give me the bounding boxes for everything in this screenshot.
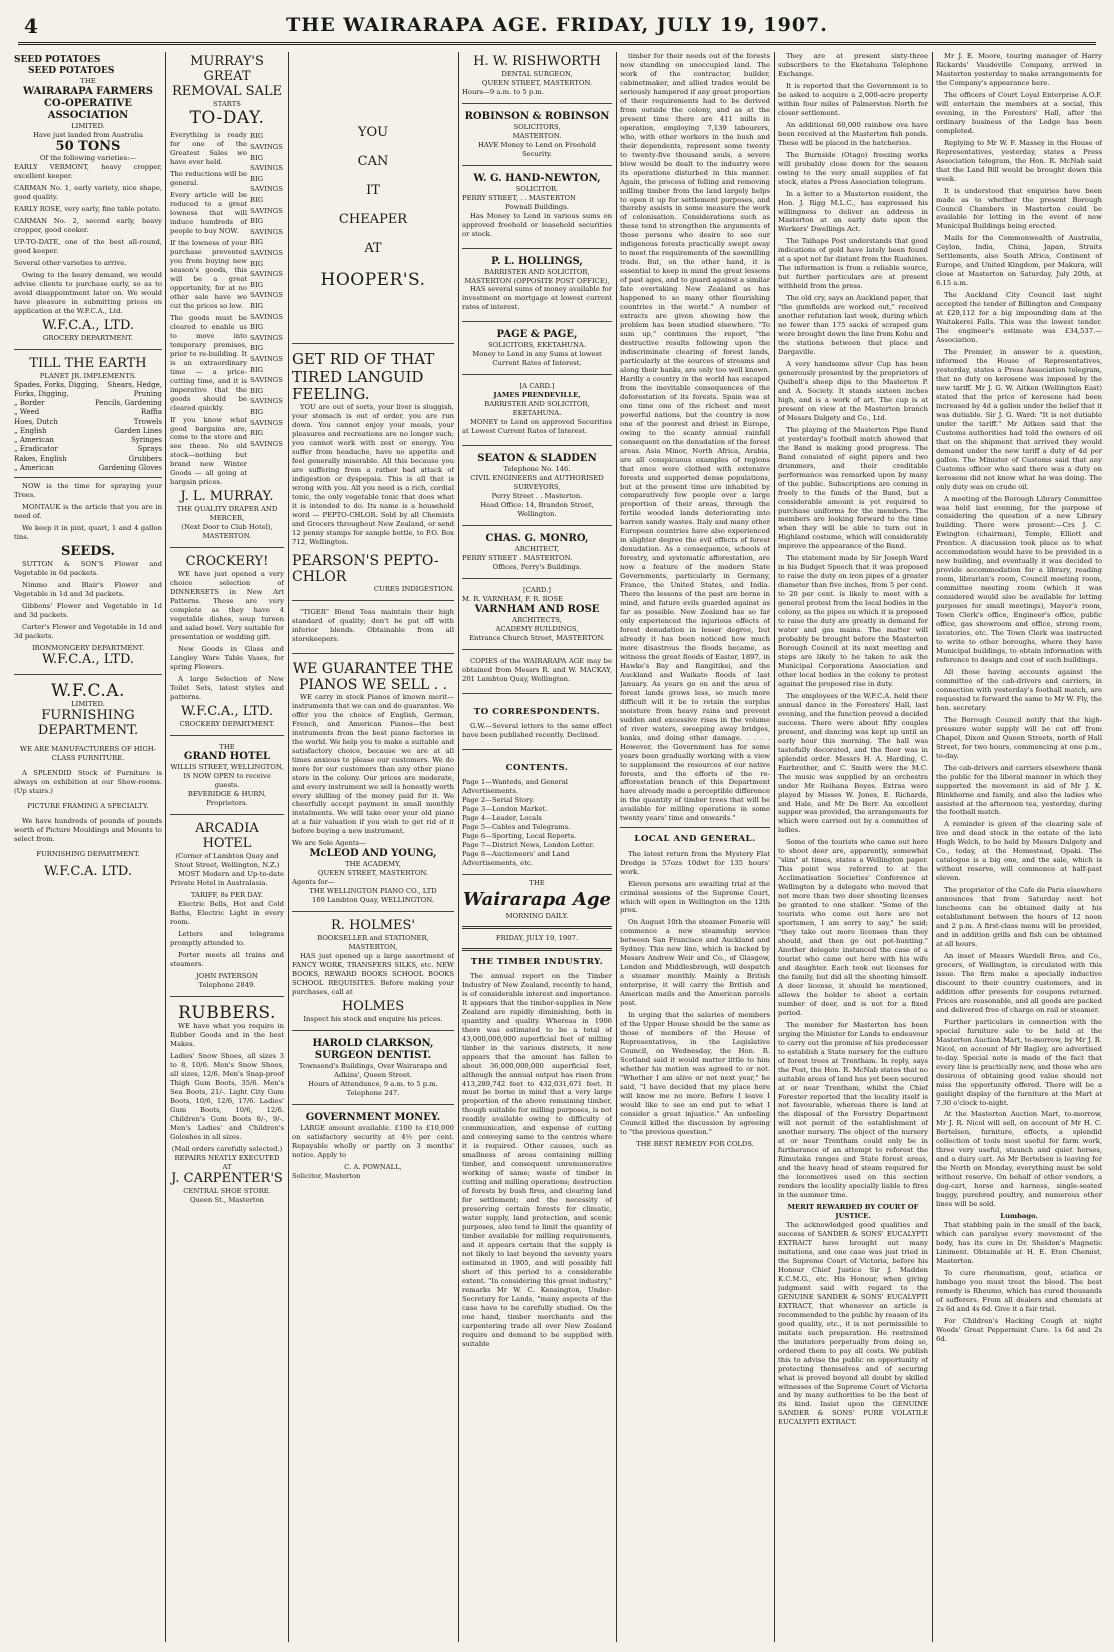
monro-name: CHAS. G. MONRO, xyxy=(485,532,589,544)
hooper-word: CHEAPER xyxy=(338,211,408,227)
crockery-text: WE have just opened a very choice selection of DINNERSETS in New Art Patterns. These are very complete as they have 4 vegetable dishes, soup tureen and salad bowl. Very suitable for presentation or wedding gift. xyxy=(170,570,284,641)
the-label: THE xyxy=(529,878,545,887)
column-4 xyxy=(620,52,770,1642)
paper-name: Wairarapa Age xyxy=(463,888,611,910)
murray-sub: THE QUALITY DRAPER AND MERCER, xyxy=(176,505,278,523)
grand-open: IS NOW OPEN to receive guests. xyxy=(183,772,271,790)
contents-item: Page 1—Wanteds, and General Advertisements. xyxy=(462,778,568,796)
variety-item: Several other varieties to arrive. xyxy=(14,259,127,268)
crockery-heading: CROCKERY! xyxy=(185,554,269,570)
carpenter-name: J. CARPENTER'S xyxy=(171,1170,283,1186)
varnham-name: VARNHAM AND ROSE xyxy=(474,603,600,615)
leader-continued: timber for their needs out of the forests now standing on unoccupied land. The work of the contractor, builder, cabinetmaker, and allied trades would be seriously hampered if any great proportion of their requirements had to be derived from outside the colony, and as at the present time there are 411 mills in operation, employing 7,139 labourers, who, with other workers in the bush and their dependents, represent some twenty to twenty-five thousand souls, a severe blow would be dealt to the industry were its operations disturbed in this manner. Again, the process of felling and removing milling timber from the land largely helps to open it up for settlement purposes, and thereby assists in some measure the work of colonisation. Considerations such as these tend to strengthen the arguments of those persons who desire to see our indigenous forests practically swept away to meet the requirements of the sawmilling trade. But, on the other hand, it is essential to keep in mind the great lessons of past ages, and to guard against a similar fate overtaking New Zealand as has happened to so many other flourishing countries in the world." A number of extracts are given showing how the problem has been studied elsewhere. "To sum up," continues the report, "the destructive results following upon the indiscriminate clearing of forest lands, particularly at the sources of streams and along their banks, are only too well known. Hardly a country in the world has escaped from the inevitable consequences of the deforestation of its forests. Spain was at one time one of the richest and most powerful nations, but the country is now one of the poorest and driest in Europe, owing to the scanty annual rainfall consequent on the denudation of the forest areas. Asia Minor, North Africa, Arabia, are all conspicuous examples of regions that once were clothed with extensive forests and supported dense populations, but at the present time are inhabited by comparatively few people over a large proportion of their areas, through the fertile wooded lands deteriorating into barren sandy wastes. Italy and many other European countries have also experienced in slighter degree the evil effects of forest denudation. As a consequence, schools of forestry, and systematic afforestation, are now a feature of the modern State Governments, particularly in Germany, France, the United States, and India. There the lessons of the past are borne in mind, and future evils guarded against as far as possible. New Zealand has so far only experienced the injurious effects of forest denudation in lesser degree, but already it has been noticed how much more disastrous the floods became, as witness the great floods of Easter, 1897, in Hawke's Bay and Rangitikei, and the Auckland and Waikato floods of last January. As years go on and the area of forest lands grows less, so much more difficult will it be to retain the surplus moisture from heavy rains and prevent sudden and excessive rises in the volume of river waters, sweeping away bridges, banks, and doing other damage. . . . . However, the Government has for some years been gradually working with a view to supplement the resources of our native forests, and the efforts of the re-afforestation branch of this Department have already made a perceptible difference in the quantity of timber trees that will be available for milling operations in some twenty years' time and onwards." xyxy=(620,52,770,823)
furnishing-ad xyxy=(14,679,162,886)
arcadia-light: Electric Bells, Hot and Cold Baths, Electric Light in every room. xyxy=(170,900,284,926)
arcadia-letters: Letters and telegrams promptly attended to. xyxy=(170,929,284,947)
local-item: All those having accounts against the committee of the cab-drivers and carriers, in connection with yesterday's football match, are requested to forward the same to Mr W. Fly, the hon. secretary. xyxy=(936,667,1102,712)
local-item: They are at present sixty-three subscribers to the Eketahuna Telephone Exchange. xyxy=(778,52,928,78)
wellington-addr: 169 Lambton Quay, WELLINGTON. xyxy=(312,896,434,905)
local-item: The cab-drivers and carriers elsewhere thank the public for the liberal manner in which they supported the movement in aid of Mr J. K. Blinkhorne and family, and also the ladies who assisted at the afternoon tea, yesterday, during the football match. xyxy=(936,763,1102,817)
getrid-heading: GET RID OF THAT TIRED LANGUID FEELING. xyxy=(292,350,435,403)
local-item: The old cry, says an Auckland paper, that "the gumfields are worked out," received another refutation last week, during which no fewer than 175 sacks of scraped gum were brought down the line from Kohu and the stations between that place and Dargaville. xyxy=(778,294,928,357)
local-item: In urging that the salaries of members of the Upper House should be the same as those of members of the House of Representatives, in the Legislative Council, on Wednesday, the Hon. R. Scotland said it would matter little to him whether his motion was agreed to or not. "Whether I am alive or not next year," he said, "I have decided that my place here will know me no more. Before I leave I would like to see an end put to what I consider a great injustice." An unfeeling Council killed the discussion by agreeing to "the previous question." xyxy=(620,1011,770,1136)
wfca-seed-potatoes-ad xyxy=(14,52,162,350)
column-3 xyxy=(462,52,612,1642)
savings-list: BIG SAVINGS BIG SAVINGS BIG SAVINGS BIG SAVINGS BIG SAVINGS BIG SAVINGS BIG SAVINGS BIG SAVINGS BIG SAVINGS BIG SAVINGS BIG SAVINGS BIG SAVINGS BIG SAVINGS BIG SAVINGS BIG SAVINGS xyxy=(250,132,283,448)
hooper-word: YOU xyxy=(357,125,389,140)
picture-framing: PICTURE FRAMING A SPECIALTY. xyxy=(27,801,149,810)
correspondents-heading: TO CORRESPONDENTS. xyxy=(473,706,601,717)
correspondents-section xyxy=(462,698,612,750)
crockery-wfca: W.F.C.A., LTD. xyxy=(180,703,274,719)
furnishing-dept: FURNISHING DEPARTMENT. xyxy=(36,849,140,858)
hollings-addr: MASTERTON (OPPOSITE POST OFFICE), xyxy=(464,276,610,285)
masthead xyxy=(18,8,1096,45)
column-rule xyxy=(288,52,289,1642)
tool-row: „ English Garden Lines xyxy=(14,426,162,435)
hoopers-ad xyxy=(292,52,454,344)
local-item: The employees of the W.F.C.A. held their annual dance in the Foresters' Hall, last evening, and the function proved a decided success. There were about fifty couples present, and dancing was kept up until an early hour this morning. The hall was tastefully decorated, and the floor was in splendid order. Messrs H. A. Harding, C. Fairbrother, and C. Smith were the M.C. The music was supplied by an orchestra under Mr Reihana Boyes. Extras were played by Misses W. Jones, E. Richards, and Hale, and Mr De Berr. An excellent supper was provided, the arrangements for which were carried out by a committee of ladies. xyxy=(778,691,928,835)
monro-addr: PERRY STREET . MASTERTON. xyxy=(462,553,573,562)
agents-for: Agents for— xyxy=(292,878,335,887)
column-rule xyxy=(165,52,166,1642)
clarkson-heading: HAROLD CLARKSON, SURGEON DENTIST. xyxy=(312,1037,434,1061)
notice-text: Owing to the heavy demand, we would advise clients to purchase early, so as to avoid disappointment later on. We would have pleasure in submitting prices on application at the W.F.C.A., Ltd. xyxy=(14,271,162,315)
hollings-card xyxy=(462,253,612,323)
seaton-card xyxy=(462,450,612,526)
handnewton-name: W. G. HAND-NEWTON, xyxy=(473,172,601,184)
handnewton-addr: PERRY STREET, . . MASTERTON xyxy=(462,193,577,202)
contents-item: Page 8—Auctioneers' and Land Advertisements, etc. xyxy=(462,849,570,867)
prendeville-addr: EKETAHUNA. xyxy=(512,409,562,418)
prendeville-card xyxy=(462,379,612,446)
wfca-ltd-title-2: W.F.C.A., LTD. xyxy=(41,651,135,667)
handnewton-card xyxy=(462,170,612,249)
cough-text: For Children's Hacking Cough at night Woods' Great Peppermint Cure. 1s 6d and 2s 6d. xyxy=(936,1316,1102,1343)
tool-row: „ Eradicator Sprays xyxy=(14,445,162,454)
local-item: Further particulars in connection with the special furniture sale to be held at the Masterton Auction Mart, to-morrow, by Mr J. R. Nicol, on account of Mr Bagley, are advertised to-day. Special note is made of the fact that every line is practically new, and those who are desirous of obtaining good value should not miss the opportunity offered. There will be a gaslight display of the furniture at the Mart at 7.30 o'clock to-night. xyxy=(936,1017,1102,1107)
hooper-word: CAN xyxy=(357,153,389,169)
government-text: LARGE amount available. £100 to £10,000 on satisfactory security at 4½ per cent. Repayable wholly or partly on 3 months' notice. Apply to xyxy=(292,1123,454,1159)
lumbago-text: That stabbing pain in the small of the back, which can paralyse every movement of the body, has its cure in Dr. Sheldon's Magnetic Liniment. Obtainable at H. E. Eton Chemist, Masterton. xyxy=(936,1221,1102,1265)
column-rule xyxy=(458,52,459,1642)
hooper-word: AT xyxy=(364,240,382,256)
seaton-addr: Perry Street . . Masterton. xyxy=(491,492,583,500)
variety-item: EARLY ROSE, very early, fine table potato. xyxy=(14,205,161,214)
page-number: 4 xyxy=(24,14,38,38)
rishworth-addr: QUEEN STREET, MASTERTON. xyxy=(481,78,593,87)
variety-item: EARLY VERMONT, heavy cropper, excellent keeper. xyxy=(14,163,162,181)
today-heading: TO-DAY. xyxy=(189,107,265,128)
local-item: The Auckland City Council last night accepted the tender of Billington and Company at £29,112 for a big impounding dam at the Waitakerei Falls. This was the lowest tender. The engineer's estimate was £34,537.—Association. xyxy=(936,291,1102,345)
rubbers-repairs: REPAIRS NEATLY EXECUTED xyxy=(174,1154,280,1162)
local-item: The proprietor of the Cafe de Paris elsewhere announces that from Saturday next hot luncheons can be obtained daily at his establishment between the hours of 12 noon and 2 p.m. A first-class menu will be provided, and in addition grills and fish can be obtained at all hours. xyxy=(936,886,1102,949)
wfca-ltd-title-3: W.F.C.A. LTD. xyxy=(44,863,132,879)
tool-row: Rakes, English Grubbers xyxy=(14,454,162,463)
handnewton-addr-2: Pownall Buildings. xyxy=(505,202,569,211)
guarantee-heading: WE GUARANTEE THE PIANOS WE SELL . . xyxy=(292,660,454,693)
intro-text: Have just landed from Australia xyxy=(32,130,144,139)
prendeville-sub: BARRISTER AND SOLICITOR, xyxy=(484,400,590,409)
merit-heading: MERIT REWARDED BY COURT OF JUSTICE. xyxy=(787,1203,919,1221)
tool-row: „ American Gardening Gloves xyxy=(14,463,162,472)
holmes-text: HAS just opened up a large assortment of FANCY WORK, TRANSFERS SILKS, etc. NEW BOOKS, REWARD BOOKS SCHOOL BOOKS SCHOOL REQUISITES. Before making your purchases, call at xyxy=(292,952,454,996)
robinson-text: HAVE Money to Lend on Freehold Security. xyxy=(477,140,597,158)
seed-item: SUTTON & SON'S Flower and Vegetable in 6d packets. xyxy=(14,559,162,577)
contents-item: Page 2—Serial Story. xyxy=(462,796,535,805)
monro-card xyxy=(462,530,612,579)
seed-item: Gibbons' Flower and Vegetable in 1d and 3d packets. xyxy=(14,601,162,619)
academy-label: THE ACADEMY, xyxy=(345,860,401,869)
rubbers-at: AT xyxy=(222,1162,232,1171)
hooper-name: HOOPER'S. xyxy=(320,269,426,290)
local-item: Replying to Mr W. F. Massey in the House of Representatives, yesterday, states a Press Association telegram, the Hon. R. McNab said that the Land Bill would be brought down this week. xyxy=(936,138,1102,183)
tool-row: Forks, Digging, Pruning xyxy=(14,389,162,398)
sale-text: Every article will be reduced to a great lowness that will induce hundreds of people to buy NOW. xyxy=(170,191,247,236)
government-role: Solicitor, Masterton xyxy=(292,1171,361,1180)
robinson-card xyxy=(462,108,612,166)
tool-row: Spades, Forks, Digging, Shears, Hedge, xyxy=(14,380,162,389)
seed-potatoes-heading: SEED POTATOES xyxy=(14,55,101,65)
newspaper-title: THE WAIRARAPA AGE. FRIDAY, JULY 19, 1907. xyxy=(286,14,828,36)
local-item: The statement made by Sir Joseph Ward in his Budget Speech that it was proposed to raise the duty on iron pipes of a greater diameter than five inches, from 5 per cent. to 20 per cent. is likely to meet with a general protest from the local bodies in the colony, as the pipes on which it is proposed to raise the duty are greatly in demand for water and gas mains. The matter will probably be brought before the Masterton Borough Council at its next meeting and steps are likely to be taken to ask the Municipal Corporations Association and other local bodies in the colony to protest against the proposed rise in duty. xyxy=(778,554,928,688)
clarkson-ad xyxy=(292,1035,454,1105)
local-item: A very handsome silver Cup has been generously presented by the proprietors of Quibell's sheep dips to the Masterton P. and A. Society. It stands sixteen inches high, and is a work of art. The cup is at present on view at the Masterton branch of Messrs Dalgety and Co., Ltd. xyxy=(778,360,928,422)
column-2 xyxy=(170,52,284,1642)
sale-text: If the lowness of your purchase prevented you from buying new season's goods, this will be a great opportunity, for at no other sale have we cut the prices so low. xyxy=(170,239,247,310)
robinson-addr: MASTERTON. xyxy=(512,131,562,140)
tool-row: „ Weed Raffia xyxy=(14,408,162,417)
tiger-text: "TIGER" Blend Teas maintain their high standard of quality; don't be put off with inferior blends. Obtainable from all storekeepers. xyxy=(292,607,454,643)
morning-daily: MORNING DAILY. xyxy=(505,911,569,920)
leader-text: The annual report on the Timber Industry of New Zealand, recently to hand, is of considerable interest and importance. It appears that the timber-supplies in New Zealand are rapidly diminishing, both in quantity and quality. Whereas in 1906 there was estimated to be a total of 43,000,000,000 superficial feet of milling timber in the various districts, it now appears that the amount has fallen to about 36,000,000,000 superficial feet, although the annual output has risen from 413,289,742 feet to 432,031,671 feet. It must be borne in mind that a very large proportion of the above remaining timber, though suitable for milling purposes, is not readily available owing to difficulty of communication, and expense of cutting and conveying same to the centres where it is required. Other causes, such as smallness of areas containing milling timber, and consequent unremunerative working of same; waste of timber in cutting and milling operations; destruction of forests by bush fires, and clearing land for settlement; and the necessity of preserving certain forests for climatic, water supply, land protection, and scenic purposes, also tend to limit the quantity of timber available for milling requirements, and it appears certain that the supply is not likely to last beyond the seventy years estimated in 1905, and will possibly fall short of this period to a considerable extent. "In considering this great industry," remarks Mr W. C. Kensington, Under-Secretary for Lands, "many aspects of the case have to be carefully studied. On the one hand, timber merchants and the carpentering trade all over New Zealand require and demand to be supplied with suitable xyxy=(462,971,612,1348)
local-item: Mr J. E. Moore, touring manager of Harry Rickards' Vaudeville Company, arrived in Masterton yesterday to make arrangements for the Company's appearance here. xyxy=(936,52,1102,87)
guarantee-text: WE carry in stock Pianos of known merit—instruments that we can and do guarantee. We offer you the choice of English, German, French, and American Pianos—the best instruments from the best piano factories in the world. We help you to make a suitable and satisfactory choice, because we are at all times anxious to please our customers. We do more for our customers than any other piano store in the colony. Our prices are moderate, and every instrument we sell is honestly worth every shilling of the money paid for it. We cheerfully accept payment in small monthly instalments. We will take over your old piano at a fair valuation if you wish to get rid of it before buying a new instrument. xyxy=(292,692,454,836)
contents-item: Page 3—London Market. xyxy=(462,805,548,814)
rishworth-hours: Hours—9 a.m. to 5 p.m. xyxy=(462,87,544,96)
column-5 xyxy=(778,52,928,1642)
mcleod-name: McLEOD AND YOUNG, xyxy=(309,848,437,860)
page-text: Money to Lend in any Sums at lowest Current Rates of Interest. xyxy=(472,350,602,368)
the-label: THE xyxy=(80,76,96,85)
local-general-heading: LOCAL AND GENERAL. xyxy=(634,834,756,845)
handnewton-sub: SOLICITOR. xyxy=(515,184,559,193)
seaton-head: Head Office: 14, Brandon Street, Wellington. xyxy=(480,500,594,518)
the-label: THE xyxy=(219,742,235,751)
holmes-inspect: Inspect his stock and enquire his prices. xyxy=(303,1014,443,1023)
column-rule xyxy=(774,52,775,1642)
grand-hotel-ad xyxy=(170,740,284,816)
robinson-name: ROBINSON & ROBINSON xyxy=(464,110,610,122)
clarkson-addr: Townsend's Buildings, Over Wairarapa and Adkins', Queen Street. xyxy=(298,1061,448,1079)
government-heading: GOVERNMENT MONEY. xyxy=(305,1111,441,1123)
local-item: The member for Masterton has been urging the Minister for Lands to endeavour to carry out the promise of his predecessor to establish a State nursery for the culture of forest trees at Trentham. In reply, says the Post, the Hon. R. McNab states that no suitable areas of land has yet been secured at or near Trentham, whilst the Chief Forester reported that the locality itself is not favourable, whereas there is land at the disposal of the Forestry Department will not permit of the establishment of another nursery. The object of the nursery at or near Trentham could only be in furtherance of an attempt to reforest the Rimutaka ranges and State forest areas, and the heavy head of steam required for the locomotives used on this section renders the locality specially liable to fires in the summer time. xyxy=(778,1020,928,1200)
robinson-sub: SOLICITORS, xyxy=(513,122,561,131)
local-item: The Borough Council notify that the high-pressure water supply will be cut off from Chapel, Dixon and Queen Streets, north of Hall Street, for two hours, commencing at one p.m., to-day. xyxy=(936,715,1102,760)
pearsons-heading: PEARSON'S PEPTO-CHLOR xyxy=(292,552,439,585)
agents-label: We are Sole Agents— xyxy=(292,839,366,848)
copies-notice xyxy=(462,654,612,694)
varnham-addr: ACADEMY BUILDINGS, xyxy=(495,624,579,633)
murray-addr: (Next Door to Club Hotel), MASTERTON. xyxy=(181,523,273,541)
sale-text: The goods must be cleared to enable us to move into temporary premises, prior to re-building. It is an extraordinary time — a price-cutting time, and it is imperative that the goods should be cleared quickly. xyxy=(170,313,247,412)
holmes-sub: BOOKSELLER and STATIONER, MASTERTON, xyxy=(317,934,429,952)
merit-text: The acknowledged good qualities and success of SANDER & SONS' EUCALYPTI EXTRACT have brought out many imitations, and one case was just tried in the Supreme Court of Victoria, before his Honour Chief Justice Sir J. Madden K.C.M.G., etc. His Honour, when giving judgment said with regard to the GENUINE SANDER & SONS' EUCALYPTI EXTRACT, that whenever an article is recommended to the public by reason of its good quality, etc., it is not permissible to imitate such preparation. He restrained the imitators perpetually from doing so, ordered them to pay all costs. We publish this to advise the public on opportunity of protecting themselves and of securing what is proved beyond all doubt by skilled witnesses of the Supreme Court of Victoria and by many authorities to be the best of its kind. Insist upon the GENUINE SANDER & SONS' PURE VOLATILE EUCALYPTI EXTRACT. xyxy=(778,1221,928,1427)
column-rule xyxy=(932,52,933,1642)
ironmongery-dept: IRONMONGERY DEPARTMENT. xyxy=(31,643,145,652)
tool-row: „ Border Pencils, Gardening xyxy=(14,399,162,408)
card-label-2: [CARD.] xyxy=(523,585,551,594)
local-item: An inset of Messrs Wardell Bros. and Co., grocers, of Wellington, is circulated with this issue. The firm make a specially inductive discount to their country customers, and in addition offer presents for coupons returned. Prices are reasonable, and all goods are packed and delivered free of charge on rail or steamer. xyxy=(936,952,1102,1014)
carpenter-addr: Queen St., Masterton xyxy=(189,1195,265,1204)
local-item: The Premier, in answer to a question, informed the House of Representatives, yesterday, states a Press Association telegram, that no duty on kerosene was imposed by the new tariff. Mr J. G. W. Aitken (Wellington East) stated that the price of kerosene had been increased by 4d a gallon under the belief that it was dutiable. Sir J. G. Ward: "It is not dutiable under the tariff." Mr Aitken said that the Customs authorities had told the owners of oil that on the shipment that arrived they would demand under the new tariff a duty of 4d per gallon. The Minister of Customs said that any Customs officer who said there was a duty on kerosene did not know what he was doing. The only duty was on crude oil. xyxy=(936,348,1102,491)
arcadia-tariff: TARIFF, 8s PER DAY. xyxy=(190,891,264,900)
sale-text: Everything is ready for one of the Greatest Sales we have ever held. xyxy=(170,131,247,167)
crockery-text-3: A large Selection of New Toilet Sets, latest styles and patterns. xyxy=(170,674,284,701)
grand-hotel-name: GRAND HOTEL xyxy=(183,751,271,763)
murray-sale-ad xyxy=(170,52,284,548)
local-item: It is reported that the Government is to be asked to acquire a 2,000-acre property within four miles of Palmerston North for closer settlement. xyxy=(778,81,928,117)
getrid-text: YOU are out of sorts, your liver is sluggish, your stomach is out of order, you are run down. You cannot enjoy your meals, your pleasures and recreations are no longer such; you cannot work with zest or energy. You suffer from headache, have no appetite and feel generally miserable. All this because you are suffering from a rather bad attack of indigestion or dyspepsia. This is all that is wrong with you. All you need is a rich, cordial tonic, the only vegetable tonic that does what it is intended to do. Its name is a household word — PEPTO-CHLOR. Sold by all Chemists and Grocers throughout New Zealand, or send 12 penny stamps for sample bottle, to P.O. Box 712, Wellington. xyxy=(292,403,454,546)
rubbers-text: WE have what you require in Rubber Goods and in the best Makes. xyxy=(170,1022,284,1049)
contents-item: Page 4—Leader, Locals xyxy=(462,814,542,823)
local-item: The officers of Court Loyal Enterprise A.O.F. will entertain the members at a social, this evening, in the Foresters' Hall, after the ordinary business of the Lodge has been completed. xyxy=(936,90,1102,135)
tool-row: Hoes, Dutch Trowels xyxy=(14,417,162,426)
arcadia-porter: Porter meets all trains and steamers. xyxy=(170,950,284,968)
rishworth-card xyxy=(462,52,612,104)
seeds-heading: SEEDS. xyxy=(61,543,115,559)
carpenter-sub: CENTRAL SHOE STORE. xyxy=(183,1186,271,1195)
grand-addr: WILLIS STREET, WELLINGTON, xyxy=(170,763,284,772)
hooper-word: IT xyxy=(366,182,380,198)
rishworth-name: H. W. RISHWORTH xyxy=(473,54,601,69)
rishworth-sub: DENTAL SURGEON, xyxy=(501,69,573,78)
hollings-name: P. L. HOLLINGS, xyxy=(491,255,583,267)
variety-item: UP-TO-DATE, one of the best all-round, good keeper. xyxy=(14,238,162,256)
column-2b xyxy=(292,52,454,1642)
limited-label: LIMITED. xyxy=(71,121,105,130)
spray-note: NOW is the time for spraying your Trees. xyxy=(14,482,162,500)
page-card xyxy=(462,326,612,375)
correspondents-text: G.W.—Several letters to the same effect have been published recently. Declined. xyxy=(462,721,612,739)
government-money-ad xyxy=(292,1109,454,1187)
murray-title: MURRAY'S GREAT REMOVAL SALE xyxy=(171,54,283,99)
tool-row: „ American Syringes xyxy=(14,436,162,445)
crockery-ad xyxy=(170,552,284,735)
arcadia-addr: (Corner of Lambton Quay and Stout Street, Wellington, N.Z.) xyxy=(174,852,280,870)
holmes-ad xyxy=(292,916,454,1031)
rubbers-mail: (Mail orders carefully selected.) xyxy=(171,1145,283,1154)
holmes-name: HOLMES xyxy=(341,998,405,1014)
contents-item: Page 7—District News, London Letter. xyxy=(462,840,595,849)
cures-text: CURES INDIGESTION. xyxy=(373,584,454,593)
pepto-chlor-ad xyxy=(292,348,454,600)
academy-addr: QUEEN STREET, MASTERTON. xyxy=(317,869,429,878)
local-item: A reminder is given of the clearing sale of live and dead stock in the estate of the late Hugh Welch, to be held by Messrs Dalgety and Co., today, at the Homestead, Opaki. The catalogue is a big one, and the sale, which is without reserve, will commence at half-past eleven. xyxy=(936,820,1102,883)
handnewton-text: Has Money to Lend in various sums on approved freehold or leasehold securities or stock. xyxy=(462,211,612,238)
seed-item: Carter's Flower and Vegetable in 1d and 3d packets. xyxy=(14,622,162,640)
monro-sub: ARCHITECT, xyxy=(514,544,560,553)
page-name: PAGE & PAGE, xyxy=(496,329,578,341)
local-item: Mails for the Commonwealth of Australia, Ceylon, India, China, Japan, Straits Settlements, also South Africa, Continent of Europe, and United Kingdom, per Makura, will close at Masterton on Saturday, July 20th, at 6.15 a.m. xyxy=(936,234,1102,288)
planet-sub: PLANET JR. IMPLEMENTS. xyxy=(39,371,137,380)
starts-label: STARTS xyxy=(213,99,241,108)
variety-item: CARMAN No. 1, early variety, nice shape, good quality. xyxy=(14,184,162,202)
varnham-addr-2: Entrance Church Street, MASTERTON. xyxy=(469,633,605,642)
local-item: It is understood that enquiries have been made as to whether the present Borough Council Chambers in Masterton could be available for letting in the event of new Municipal Buildings being erected. xyxy=(936,186,1102,231)
local-item: At the Masterton Auction Mart, to-morrow, Mr J. R. Nicol will sell, on account of Mr H. C. Bertelsen, furniture, effects, a splendid collection of tools most useful for farm work, three very useful, staunch and quiet horses, and a dairy cart. As Mr Bertelsen is leaving for the North on Monday, everything must be sold without reserve. On behalf of other vendors, a dog-cart, horse and harness, single-seated buggy, purebred poultry, and numerous other lines will be sold. xyxy=(936,1110,1102,1209)
seaton-name: SEATON & SLADDEN xyxy=(477,453,597,465)
arcadia-name: ARCADIA HOTEL xyxy=(195,821,259,852)
seed-potatoes-heading-2: SEED POTATOES xyxy=(28,65,115,76)
local-item: The playing of the Masterton Pipe Band at yesterday's football match showed that the Band is making good progress. The Band consisted of eight pipers and two drummers, and their creditable performance was remarked upon by many of the public. Subscriptions are coming in freely to the funds of the Band, but a considerable amount is yet required to purchase uniforms for the members. The members are looking forward to the time when they will be able to turn out in Highland costume, which will considerably improve the appearance of the Band. xyxy=(778,425,928,551)
till-the-earth-ad xyxy=(14,354,162,675)
limited-label-2: LIMITED. xyxy=(71,700,105,709)
column-6 xyxy=(936,52,1102,1642)
manufacturers-text: WE ARE MANUFACTURERS OF HIGH-CLASS FURNITURE. xyxy=(19,745,157,762)
grand-prop: BEVERIDGE & HURN, Proprietors. xyxy=(187,790,267,808)
arcadia-tel: Telephone 2849. xyxy=(198,980,256,989)
wfca-ltd-title: W.F.C.A., LTD. xyxy=(41,317,135,333)
contents-heading: CONTENTS. xyxy=(505,762,569,773)
seaton-tel: Telephone No. 146. xyxy=(503,465,571,474)
issue-date: FRIDAY, JULY 19, 1907. xyxy=(495,933,579,942)
holmes-heading: R. HOLMES' xyxy=(331,918,415,934)
wellington-piano: THE WELLINGTON PIANO CO., LTD xyxy=(309,887,437,896)
local-item: The latest return from the Mystery Flat Dredge is 57ozs 10dwt for 135 hours' work. xyxy=(620,849,770,876)
government-name: C. A. POWNALL, xyxy=(344,1162,402,1171)
variety-item: CARMAN No. 2, second early, heavy cropper, good cooker. xyxy=(14,217,162,235)
rubbers-list: Ladies' Snow Shoes, all sizes 3 to 8, 10/6. Men's Snow Shoes, all sizes, 12/6. Men's Snap-proof Thigh Gum Boots, 35/6. Men's Sea Boots, 21/-. Light City Gum Boots, 10/6, 12/6, 17/6. Ladies' Gum Boots, 10/6, 12/6. Children's Gum Boots 8/-, 9/-. Men's Ladies' and Children's Goloshes in all sizes. xyxy=(170,1052,284,1142)
local-item: Some of the tourists who came out here to shoot deer are, apparently, somewhat "slim" at times, states a Wellington paper. This point was referred to at the Acclimatisation Societies' Conference at Wellington by a delegate who moved that not more than two deer shooting licenses be granted to one stalker. "Some of the tourists who come out here are not sportsmen, I am sorry to say," he said; "they take out more licenses than they should, and then go out pot-hunting." Another delegate instanced the case of a tourist who came out here with his wife and daughter. Each took out licenses for the family, but did all the shooting himself. A deer license, it should be mentioned, allows the holder to shoot a certain number of deer, and is not for a fixed period. xyxy=(778,838,928,1017)
tons-heading: 50 TONS xyxy=(55,138,121,154)
crockery-dept: CROCKERY DEPARTMENT. xyxy=(179,719,275,728)
rubbers-ad xyxy=(170,1001,284,1211)
montauk-note: MONTAUK is the article that you are in need of. xyxy=(14,503,162,520)
monro-addr-2: Offices, Perry's Buildings. xyxy=(492,562,582,571)
local-item: Eleven persons are awaiting trial at the criminal sessions of the Supreme Court, which will open in Wellington on the 12th prox. xyxy=(620,879,770,915)
varnham-sub: ARCHITECTS, xyxy=(512,615,562,624)
seaton-sub: CIVIL ENGINEERS and AUTHORISED SURVEYORS, xyxy=(470,474,604,492)
best-remedy: THE BEST REMEDY FOR COLDS. xyxy=(636,1139,754,1148)
local-item: The Taihape Post understands that good indications of gold have lately been found at a spot not far distant from the Ruahines. The information is from a reliable source, but further particulars are at present withheld from the press. xyxy=(778,237,928,291)
hollings-sub: BARRISTER AND SOLICITOR, xyxy=(484,267,590,276)
arcadia-proprietor: JOHN PATERSON xyxy=(196,971,258,980)
local-item: The Burnside (Otago) freezing works will probably close down for the season owing to the very small supplies of fat stock, states a Press Association telegram. xyxy=(778,150,928,186)
splendid-text: A SPLENDID Stock of Furniture is always on exhibition at our Show-rooms. (Up stairs.) xyxy=(14,768,162,795)
grocery-dept: GROCERY DEPARTMENT. xyxy=(42,333,134,342)
till-heading: TILL THE EARTH xyxy=(29,355,147,371)
murray-name: J. L. MURRAY. xyxy=(180,489,274,505)
mouldings-text: We have hundreds of pounds of pounds worth of Picture Mouldings and Mounts to select from. xyxy=(14,816,162,843)
furnishing-heading: FURNISHING DEPARTMENT. xyxy=(37,708,139,739)
local-item: A meeting of the Borough Library Committee was held last evening, for the purpose of considering the question of a new Library building. There were present:—Crs J. C. Ewington (chairman), Temple, Elliott and Prentice. A discussion took place as to what accommodation would have to be provided in a new building, and eventually it was decided to provide accommodation for a library, reading room, librarian's room, Council meeting room, committee meeting room (which it was considered would also be available for letting purposes for small meetings), Mayor's room, Town Clerk's office, Engineer's office, public office, gas showroom and office, strong room, lavatories, etc. The Town Clerk was instructed to write to other boroughs, where they have Municipal buildings, to obtain information with reference to design and cost of such buildings. xyxy=(936,494,1102,664)
sale-text: If you know what good bargains are, come to the store and see these. No old stock—nothing but brand new Winter Goods — all going at bargain prices. xyxy=(170,415,247,487)
seed-item: Nimmo and Blair's Flower and Vegetable in 1d and 3d packets. xyxy=(14,580,162,598)
sale-text: The reductions will be general. xyxy=(170,170,247,188)
montauk-note-2: We keep it in pint, quart, 1 and 4 gallon tins. xyxy=(14,523,162,541)
page-sub: SOLICITORS, EKETAHUNA. xyxy=(487,341,586,350)
org-name: WAIRARAPA FARMERS CO-OPERATIVE ASSOCIATION xyxy=(22,85,153,121)
card-label: [A CARD.] xyxy=(519,382,555,391)
arcadia-hotel-ad xyxy=(170,819,284,996)
hollings-text: HAS several sums of money available for investment on mortgage at lowest current rates of interest. xyxy=(462,285,612,312)
copies-text: COPIES of the WAIRARAPA AGE may be obtained from Messrs R. and W. MACKAY, 201 Lambton Quay, Wellington. xyxy=(462,656,612,683)
column-1 xyxy=(14,52,162,1642)
tiger-tea-ad xyxy=(292,605,454,654)
wfca-heading: W.F.C.A. xyxy=(51,680,125,701)
varieties-label: Of the following varieties:— xyxy=(39,154,137,163)
prendeville-name: JAMES PRENDEVILLE, xyxy=(493,391,581,400)
lumbago-heading: Lumbago. xyxy=(1000,1212,1038,1221)
prendeville-text: MONEY to Lend on approved Securities at Lowest Current Rates of Interest. xyxy=(462,418,612,436)
rheum-text: To cure rheumatism, gout, sciatica or lumbago you must treat the blood. The best remedy is Rheumo, which has cured thousands of sufferers. From all dealers and chemists at 2s 6d and 4s 6d. Give it a fair trial. xyxy=(936,1268,1102,1313)
rubbers-heading: RUBBERS. xyxy=(178,1002,276,1023)
column-rule xyxy=(616,52,617,1642)
leader-heading: THE TIMBER INDUSTRY. xyxy=(470,956,604,967)
contents-item: Page 5—Cables and Telegrams. xyxy=(462,823,571,832)
clarkson-hours: Hours of Attendance, 9 a.m. to 5 p.m. Telephone 247. xyxy=(308,1079,438,1097)
contents-item: Page 6—Sporting, Local Reports. xyxy=(462,832,577,840)
paper-nameplate xyxy=(462,879,612,1349)
crockery-text-2: New Goods in Glass and Langley Ware Table Vases, for spring Flowers. xyxy=(170,644,284,671)
varnham-names: M. R. VARNHAM, F. R. ROSE xyxy=(462,594,563,603)
local-item: In a letter to a Masterton resident, the Hon. J. Rigg M.L.C., has expressed his willingness to deliver an address in Masterton at an early date upon the Workers' Dwellings Act. xyxy=(778,189,928,234)
local-item: An additional 60,000 rainbow ova have been received at the Masterton fish ponds. These will be placed in the hatcheries. xyxy=(778,120,928,147)
local-item: On August 10th the steamer Fenerie will commence a new steamship service between San Francisco and Auckland and Sydney. This new line, which is backed by Messrs Andrew Weir and Co., of Glasgow, London and Middlesbrough, will despatch a steamer monthly. Mainly a British enterprise, it will carry the British and American mails and the American parcels post. xyxy=(620,918,770,1008)
contents-section xyxy=(462,754,612,875)
arcadia-text: MOST Modern and Up-to-date Private Hotel in Australasia. xyxy=(170,870,284,888)
varnham-card xyxy=(462,583,612,650)
piano-ad xyxy=(292,658,454,913)
